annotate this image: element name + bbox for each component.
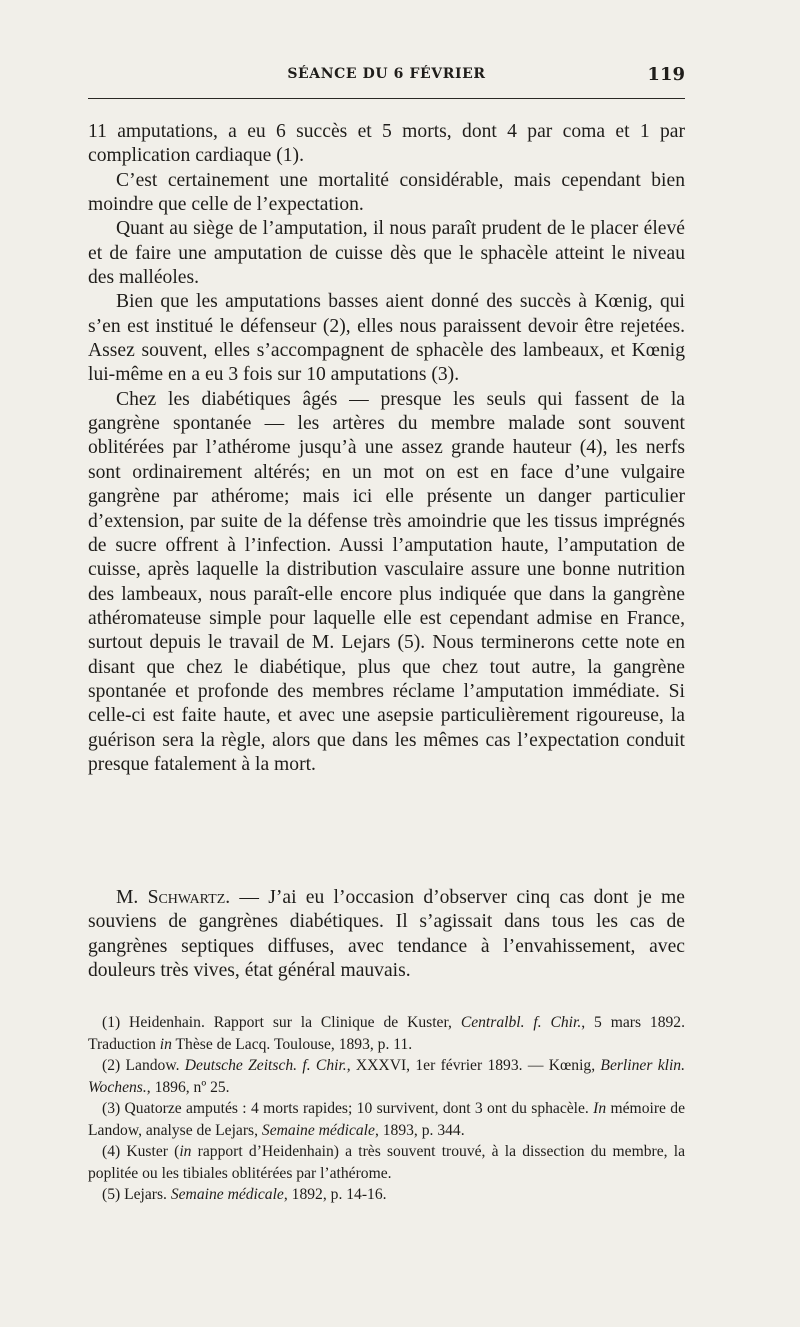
footnote-1: (1) Heidenhain. Rapport sur la Clinique de Kuster, Centralbl. f. Chir., 5 mars 1892. Traduction in Thèse de Lacq. Toulouse, 1893, p. 11. xyxy=(88,1014,685,1053)
paragraph: 11 amputations, a eu 6 succès et 5 morts, dont 4 par coma et 1 par complication cardiaque (1). xyxy=(88,121,685,167)
footnote-2: (2) Landow. Deutsche Zeitsch. f. Chir., XXXVI, 1er février 1893. — Kœnig, Berliner klin. Wochens., 1896, nº 25. xyxy=(88,1057,685,1096)
main-text xyxy=(88,120,685,777)
page-number: 119 xyxy=(647,64,685,85)
paragraph: Bien que les amputations basses aient donné des succès à Kœnig, qui s’en est institué le défenseur (2), elles nous paraissent devoir être rejetées. Assez souvent, elles s’accompagnent de sphacèle des lambeaux, et Kœnig lui-même en a eu 3 fois sur 10 amputations (3). xyxy=(88,291,685,386)
footnote-5: (5) Lejars. Semaine médicale, 1892, p. 14-16. xyxy=(102,1186,387,1203)
paragraph: Chez les diabétiques âgés — presque les seuls qui fassent de la gangrène spontanée — les artères du membre malade sont souvent oblitérées par l’athérome jusqu’à une assez grande hauteur (4), les nerfs sont ordinairement altérés; en un mot on est en face d’une vulgaire gangrène par athérome; mais ici elle présente un danger particulier d’extension, par suite de la défense très amoindrie que les tissus imprégnés de sucre offrent à l’infection. Aussi l’amputation haute, l’amputation de cuisse, après laquelle la distribution vasculaire assure une bonne nutrition des lambeaux, nous paraît-elle encore plus indiquée que dans la gangrène athéromateuse simple pour laquelle elle est cependant admise en France, surtout depuis le travail de M. Lejars (5). Nous terminerons cette note en disant que chez le diabétique, plus que chez tout autre, la gangrène spontanée et profonde des membres réclame l’amputation immédiate. Si celle-ci est faite haute, et avec une asepsie particulièrement rigoureuse, la guérison sera la règle, alors que dans les mêmes cas l’expectation conduit presque fatalement à la mort. xyxy=(88,388,685,775)
speaker-name: M. Schwartz. xyxy=(116,887,231,908)
footnote-3: (3) Quatorze amputés : 4 morts rapides; 10 survivent, dont 3 ont du sphacèle. In mémoire de Landow, analyse de Lejars, Semaine médicale, 1893, p. 344. xyxy=(88,1100,685,1139)
speaker-text: — J’ai eu l’occasion d’observer cinq cas dont je me souviens de gangrènes diabétiques. Il s’agissait dans tous les cas de gangrènes septiques diffuses, avec tendance à l’envahissement, avec douleurs très vives, état général mauvais. xyxy=(88,887,685,982)
paragraph: C’est certainement une mortalité considérable, mais cependant bien moindre que celle de l’expectation. xyxy=(88,169,685,216)
paragraph xyxy=(88,886,685,983)
paragraph: Quant au siège de l’amputation, il nous paraît prudent de le placer élevé et de faire une amputation de cuisse dès que le sphacèle atteint le niveau des malléoles. xyxy=(88,218,685,289)
footnote-4: (4) Kuster (in rapport d’Heidenhain) a très souvent trouvé, à la dissection du membre, la poplitée ou les tibiales oblitérées par l’athérome. xyxy=(88,1143,685,1182)
page-header xyxy=(88,62,685,88)
footnotes xyxy=(88,1012,685,1206)
running-title: SÉANCE DU 6 FÉVRIER xyxy=(287,66,486,82)
header-rule xyxy=(88,98,685,99)
speaker-paragraph xyxy=(88,886,685,983)
